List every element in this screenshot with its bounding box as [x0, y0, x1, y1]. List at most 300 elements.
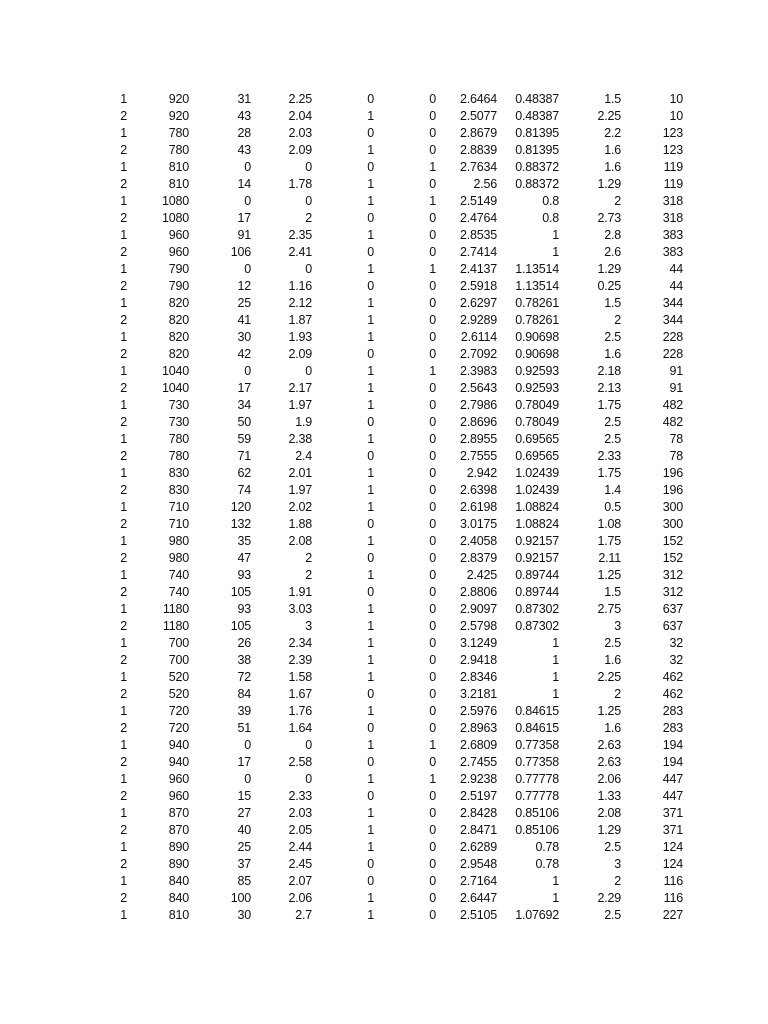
table-cell: 0 — [367, 789, 374, 803]
table-cell: 1 — [552, 874, 559, 888]
table-cell: 2.8346 — [459, 670, 497, 684]
table-cell: 0 — [429, 126, 436, 140]
table-cell: 1.08824 — [515, 517, 559, 531]
table-row — [100, 312, 683, 329]
table-cell: 1 — [367, 432, 374, 446]
table-cell: 840 — [168, 891, 189, 905]
table-cell: 0 — [429, 687, 436, 701]
table-cell: 0.85106 — [515, 823, 559, 837]
table-row — [100, 176, 683, 193]
table-cell: 2.63 — [597, 738, 621, 752]
table-cell: 1 — [120, 194, 127, 208]
table-cell: 1.78 — [288, 177, 312, 191]
table-cell: 0 — [429, 534, 436, 548]
table-cell: 830 — [168, 483, 189, 497]
table-cell: 2.08 — [288, 534, 312, 548]
table-cell: 0 — [244, 262, 251, 276]
table-cell: 780 — [168, 432, 189, 446]
table-cell: 344 — [662, 313, 683, 327]
table-cell: 0 — [244, 160, 251, 174]
table-cell: 2 — [305, 551, 312, 565]
table-cell: 840 — [168, 874, 189, 888]
table-cell: 1 — [120, 330, 127, 344]
table-cell: 0.81395 — [515, 143, 559, 157]
table-row — [100, 618, 683, 635]
table-cell: 2.9289 — [459, 313, 497, 327]
table-cell: 1080 — [161, 194, 189, 208]
table-cell: 1 — [120, 160, 127, 174]
table-cell: 300 — [662, 517, 683, 531]
table-cell: 1 — [367, 262, 374, 276]
table-cell: 1 — [367, 568, 374, 582]
table-cell: 1 — [120, 670, 127, 684]
table-cell: 2.39 — [288, 653, 312, 667]
table-cell: 0.90698 — [515, 347, 559, 361]
table-cell: 116 — [663, 874, 683, 888]
table-row — [100, 754, 683, 771]
table-cell: 1.75 — [597, 534, 621, 548]
table-cell: 0 — [305, 772, 312, 786]
table-cell: 2 — [614, 194, 621, 208]
table-cell: 1 — [120, 466, 127, 480]
table-cell: 1 — [120, 806, 127, 820]
table-cell: 1 — [429, 194, 436, 208]
table-cell: 0 — [429, 92, 436, 106]
table-cell: 123 — [662, 126, 683, 140]
table-cell: 1 — [120, 228, 127, 242]
table-cell: 43 — [237, 143, 251, 157]
table-cell: 0.77778 — [515, 772, 559, 786]
table-cell: 1 — [367, 670, 374, 684]
table-cell: 1 — [552, 687, 559, 701]
table-cell: 123 — [662, 143, 683, 157]
table-cell: 1 — [120, 432, 127, 446]
table-cell: 3.2181 — [459, 687, 497, 701]
table-cell: 0 — [429, 296, 436, 310]
table-cell: 1 — [429, 262, 436, 276]
table-cell: 91 — [237, 228, 251, 242]
table-cell: 2.7634 — [459, 160, 497, 174]
table-cell: 462 — [662, 687, 683, 701]
table-cell: 0 — [429, 670, 436, 684]
table-cell: 2 — [120, 381, 127, 395]
table-cell: 2 — [120, 449, 127, 463]
table-cell: 810 — [168, 177, 189, 191]
table-cell: 1.25 — [597, 704, 621, 718]
table-cell: 39 — [237, 704, 251, 718]
table-cell: 0.87302 — [515, 619, 559, 633]
table-cell: 0 — [429, 568, 436, 582]
table-cell: 1 — [120, 398, 127, 412]
table-cell: 0 — [305, 262, 312, 276]
table-cell: 0.92593 — [515, 381, 559, 395]
table-cell: 0 — [305, 738, 312, 752]
table-cell: 830 — [168, 466, 189, 480]
table-cell: 0 — [429, 177, 436, 191]
table-cell: 2.29 — [597, 891, 621, 905]
table-cell: 0.78 — [535, 840, 559, 854]
table-cell: 0.8 — [542, 211, 559, 225]
table-cell: 960 — [168, 772, 189, 786]
table-row — [100, 805, 683, 822]
table-cell: 1 — [367, 534, 374, 548]
table-cell: 730 — [168, 398, 189, 412]
table-cell: 0.78261 — [515, 296, 559, 310]
table-cell: 1.6 — [604, 160, 621, 174]
table-cell: 1.5 — [604, 92, 621, 106]
table-cell: 1 — [120, 262, 127, 276]
table-cell: 72 — [237, 670, 251, 684]
table-cell: 0 — [244, 364, 251, 378]
table-cell: 371 — [662, 823, 683, 837]
table-cell: 0 — [367, 347, 374, 361]
table-cell: 1 — [120, 874, 127, 888]
table-cell: 2 — [614, 874, 621, 888]
table-cell: 0 — [367, 687, 374, 701]
table-cell: 2 — [120, 347, 127, 361]
table-cell: 312 — [662, 568, 683, 582]
table-cell: 2.07 — [288, 874, 312, 888]
table-cell: 1040 — [161, 381, 189, 395]
table-cell: 3 — [305, 619, 312, 633]
table-cell: 2.8379 — [459, 551, 497, 565]
table-cell: 0.81395 — [515, 126, 559, 140]
table-cell: 2.4764 — [459, 211, 497, 225]
table-cell: 1 — [367, 177, 374, 191]
table-cell: 2.38 — [288, 432, 312, 446]
table-cell: 920 — [168, 109, 189, 123]
table-cell: 1 — [367, 772, 374, 786]
table-row — [100, 890, 683, 907]
table-cell: 1.6 — [604, 347, 621, 361]
table-cell: 44 — [669, 279, 683, 293]
table-cell: 1.93 — [288, 330, 312, 344]
table-cell: 0 — [429, 313, 436, 327]
table-row — [100, 601, 683, 618]
table-cell: 0 — [244, 738, 251, 752]
table-cell: 2.7455 — [459, 755, 497, 769]
table-cell: 1 — [367, 891, 374, 905]
table-cell: 740 — [168, 585, 189, 599]
table-cell: 1 — [120, 296, 127, 310]
table-cell: 0 — [429, 551, 436, 565]
table-cell: 2.5643 — [459, 381, 497, 395]
table-cell: 2 — [120, 653, 127, 667]
table-cell: 462 — [662, 670, 683, 684]
table-cell: 2.9548 — [459, 857, 497, 871]
table-cell: 0 — [429, 381, 436, 395]
table-cell: 1 — [429, 364, 436, 378]
table-cell: 2.35 — [288, 228, 312, 242]
table-cell: 0 — [367, 160, 374, 174]
table-cell: 520 — [168, 670, 189, 684]
table-cell: 1 — [120, 568, 127, 582]
table-cell: 2.8535 — [459, 228, 497, 242]
table-cell: 0.25 — [597, 279, 621, 293]
table-cell: 119 — [663, 177, 683, 191]
table-cell: 1 — [429, 160, 436, 174]
table-cell: 1.97 — [288, 483, 312, 497]
table-cell: 71 — [237, 449, 251, 463]
table-cell: 2.8839 — [459, 143, 497, 157]
table-cell: 0.48387 — [515, 92, 559, 106]
table-cell: 1 — [367, 840, 374, 854]
table-cell: 2.34 — [288, 636, 312, 650]
table-cell: 0 — [429, 466, 436, 480]
table-cell: 2 — [120, 823, 127, 837]
table-cell: 2.6297 — [459, 296, 497, 310]
table-cell: 10 — [669, 109, 683, 123]
table-cell: 0 — [429, 449, 436, 463]
table-cell: 0.92157 — [515, 534, 559, 548]
table-cell: 1.5 — [604, 296, 621, 310]
table-cell: 3 — [614, 619, 621, 633]
table-cell: 0 — [367, 245, 374, 259]
table-cell: 0 — [367, 551, 374, 565]
table-row — [100, 465, 683, 482]
table-row — [100, 686, 683, 703]
table-cell: 28 — [237, 126, 251, 140]
table-cell: 1 — [367, 636, 374, 650]
table-cell: 2.9418 — [459, 653, 497, 667]
table-cell: 1.58 — [288, 670, 312, 684]
table-cell: 0 — [367, 211, 374, 225]
table-row — [100, 159, 683, 176]
table-cell: 2.3983 — [459, 364, 497, 378]
table-cell: 0.88372 — [515, 177, 559, 191]
table-cell: 3.0175 — [459, 517, 497, 531]
table-cell: 2.4137 — [459, 262, 497, 276]
table-cell: 2.44 — [288, 840, 312, 854]
table-cell: 2 — [120, 483, 127, 497]
table-cell: 283 — [662, 704, 683, 718]
table-row — [100, 635, 683, 652]
table-cell: 0 — [429, 840, 436, 854]
table-cell: 637 — [662, 619, 683, 633]
table-cell: 0 — [429, 755, 436, 769]
table-row — [100, 907, 683, 924]
table-row — [100, 278, 683, 295]
table-cell: 2.7 — [295, 908, 312, 922]
table-cell: 1 — [552, 891, 559, 905]
table-cell: 447 — [662, 789, 683, 803]
table-cell: 27 — [237, 806, 251, 820]
table-cell: 25 — [237, 840, 251, 854]
table-cell: 1 — [367, 738, 374, 752]
table-cell: 1 — [120, 364, 127, 378]
table-cell: 2.13 — [597, 381, 621, 395]
table-cell: 59 — [237, 432, 251, 446]
table-cell: 0 — [367, 721, 374, 735]
table-cell: 0 — [367, 415, 374, 429]
table-cell: 720 — [168, 721, 189, 735]
table-row — [100, 652, 683, 669]
table-cell: 1 — [552, 245, 559, 259]
table-row — [100, 193, 683, 210]
table-cell: 0 — [367, 517, 374, 531]
table-cell: 1.08824 — [515, 500, 559, 514]
table-cell: 2 — [120, 687, 127, 701]
table-cell: 34 — [237, 398, 251, 412]
table-cell: 447 — [662, 772, 683, 786]
table-cell: 1.13514 — [515, 279, 559, 293]
table-cell: 2.7414 — [459, 245, 497, 259]
table-cell: 0 — [429, 279, 436, 293]
table-cell: 1.97 — [288, 398, 312, 412]
table-cell: 1 — [367, 500, 374, 514]
table-cell: 2.6447 — [459, 891, 497, 905]
table-cell: 2.6198 — [459, 500, 497, 514]
table-cell: 1 — [120, 126, 127, 140]
table-cell: 2.06 — [288, 891, 312, 905]
table-cell: 17 — [237, 211, 251, 225]
table-cell: 41 — [237, 313, 251, 327]
table-cell: 1040 — [161, 364, 189, 378]
table-cell: 0 — [429, 721, 436, 735]
table-cell: 312 — [662, 585, 683, 599]
table-cell: 2.4058 — [459, 534, 497, 548]
table-row — [100, 669, 683, 686]
table-cell: 2.5798 — [459, 619, 497, 633]
table-row — [100, 414, 683, 431]
table-cell: 1.67 — [288, 687, 312, 701]
table-cell: 17 — [237, 755, 251, 769]
table-cell: 0.48387 — [515, 109, 559, 123]
table-cell: 43 — [237, 109, 251, 123]
table-cell: 2 — [614, 687, 621, 701]
table-cell: 0 — [367, 92, 374, 106]
table-cell: 105 — [230, 619, 251, 633]
table-cell: 78 — [669, 432, 683, 446]
table-cell: 2.6809 — [459, 738, 497, 752]
table-cell: 870 — [168, 823, 189, 837]
table-cell: 44 — [669, 262, 683, 276]
table-row — [100, 499, 683, 516]
table-cell: 0 — [429, 228, 436, 242]
table-cell: 2.75 — [597, 602, 621, 616]
table-cell: 710 — [168, 517, 189, 531]
table-cell: 1.02439 — [515, 483, 559, 497]
table-cell: 2.12 — [288, 296, 312, 310]
table-cell: 0 — [429, 874, 436, 888]
table-cell: 2.8428 — [459, 806, 497, 820]
table-cell: 2.56 — [473, 177, 497, 191]
table-cell: 820 — [168, 330, 189, 344]
table-cell: 78 — [669, 449, 683, 463]
table-cell: 0.69565 — [515, 432, 559, 446]
table-cell: 2 — [120, 789, 127, 803]
table-row — [100, 822, 683, 839]
table-cell: 26 — [237, 636, 251, 650]
table-cell: 2.7164 — [459, 874, 497, 888]
table-cell: 1 — [367, 602, 374, 616]
table-cell: 870 — [168, 806, 189, 820]
table-cell: 1.29 — [597, 823, 621, 837]
table-cell: 780 — [168, 143, 189, 157]
table-cell: 1 — [367, 704, 374, 718]
table-cell: 1 — [120, 840, 127, 854]
table-cell: 2.6398 — [459, 483, 497, 497]
table-cell: 152 — [662, 551, 683, 565]
table-cell: 700 — [168, 636, 189, 650]
table-cell: 0.89744 — [515, 585, 559, 599]
table-cell: 820 — [168, 296, 189, 310]
table-cell: 51 — [237, 721, 251, 735]
table-cell: 810 — [168, 908, 189, 922]
table-cell: 1 — [367, 296, 374, 310]
table-cell: 1 — [367, 466, 374, 480]
table-cell: 3.1249 — [459, 636, 497, 650]
table-cell: 93 — [237, 568, 251, 582]
table-cell: 0 — [367, 874, 374, 888]
table-cell: 25 — [237, 296, 251, 310]
table-cell: 1 — [367, 823, 374, 837]
table-cell: 17 — [237, 381, 251, 395]
table-cell: 2.06 — [597, 772, 621, 786]
table-cell: 1.91 — [288, 585, 312, 599]
table-cell: 1 — [120, 500, 127, 514]
table-cell: 940 — [168, 755, 189, 769]
table-cell: 371 — [662, 806, 683, 820]
table-row — [100, 873, 683, 890]
table-cell: 0.78049 — [515, 398, 559, 412]
table-cell: 1 — [367, 908, 374, 922]
table-cell: 196 — [662, 483, 683, 497]
table-cell: 1 — [367, 228, 374, 242]
table-cell: 890 — [168, 857, 189, 871]
table-cell: 2.5 — [604, 330, 621, 344]
table-cell: 38 — [237, 653, 251, 667]
table-cell: 2.45 — [288, 857, 312, 871]
table-cell: 1 — [367, 330, 374, 344]
table-cell: 2 — [120, 279, 127, 293]
table-cell: 2 — [120, 755, 127, 769]
table-cell: 2 — [305, 211, 312, 225]
table-cell: 2.5918 — [459, 279, 497, 293]
table-cell: 1 — [120, 602, 127, 616]
table-row — [100, 329, 683, 346]
table-cell: 1 — [429, 772, 436, 786]
table-cell: 700 — [168, 653, 189, 667]
table-cell: 228 — [662, 347, 683, 361]
table-cell: 2.5 — [604, 432, 621, 446]
table-cell: 1 — [367, 313, 374, 327]
table-cell: 1.29 — [597, 177, 621, 191]
table-cell: 2.8679 — [459, 126, 497, 140]
table-cell: 2.5105 — [459, 908, 497, 922]
table-cell: 2.5077 — [459, 109, 497, 123]
table-cell: 2 — [120, 313, 127, 327]
table-cell: 2.25 — [597, 670, 621, 684]
table-cell: 960 — [168, 789, 189, 803]
table-cell: 2 — [120, 517, 127, 531]
table-cell: 0 — [429, 143, 436, 157]
table-cell: 2.33 — [288, 789, 312, 803]
table-cell: 0 — [429, 704, 436, 718]
table-cell: 40 — [237, 823, 251, 837]
table-cell: 0 — [429, 500, 436, 514]
table-cell: 1.07692 — [515, 908, 559, 922]
table-cell: 1080 — [161, 211, 189, 225]
table-cell: 2.73 — [597, 211, 621, 225]
table-cell: 0.90698 — [515, 330, 559, 344]
table-cell: 482 — [662, 398, 683, 412]
table-cell: 780 — [168, 126, 189, 140]
table-row — [100, 788, 683, 805]
table-cell: 2.8696 — [459, 415, 497, 429]
table-cell: 2.33 — [597, 449, 621, 463]
table-row — [100, 363, 683, 380]
